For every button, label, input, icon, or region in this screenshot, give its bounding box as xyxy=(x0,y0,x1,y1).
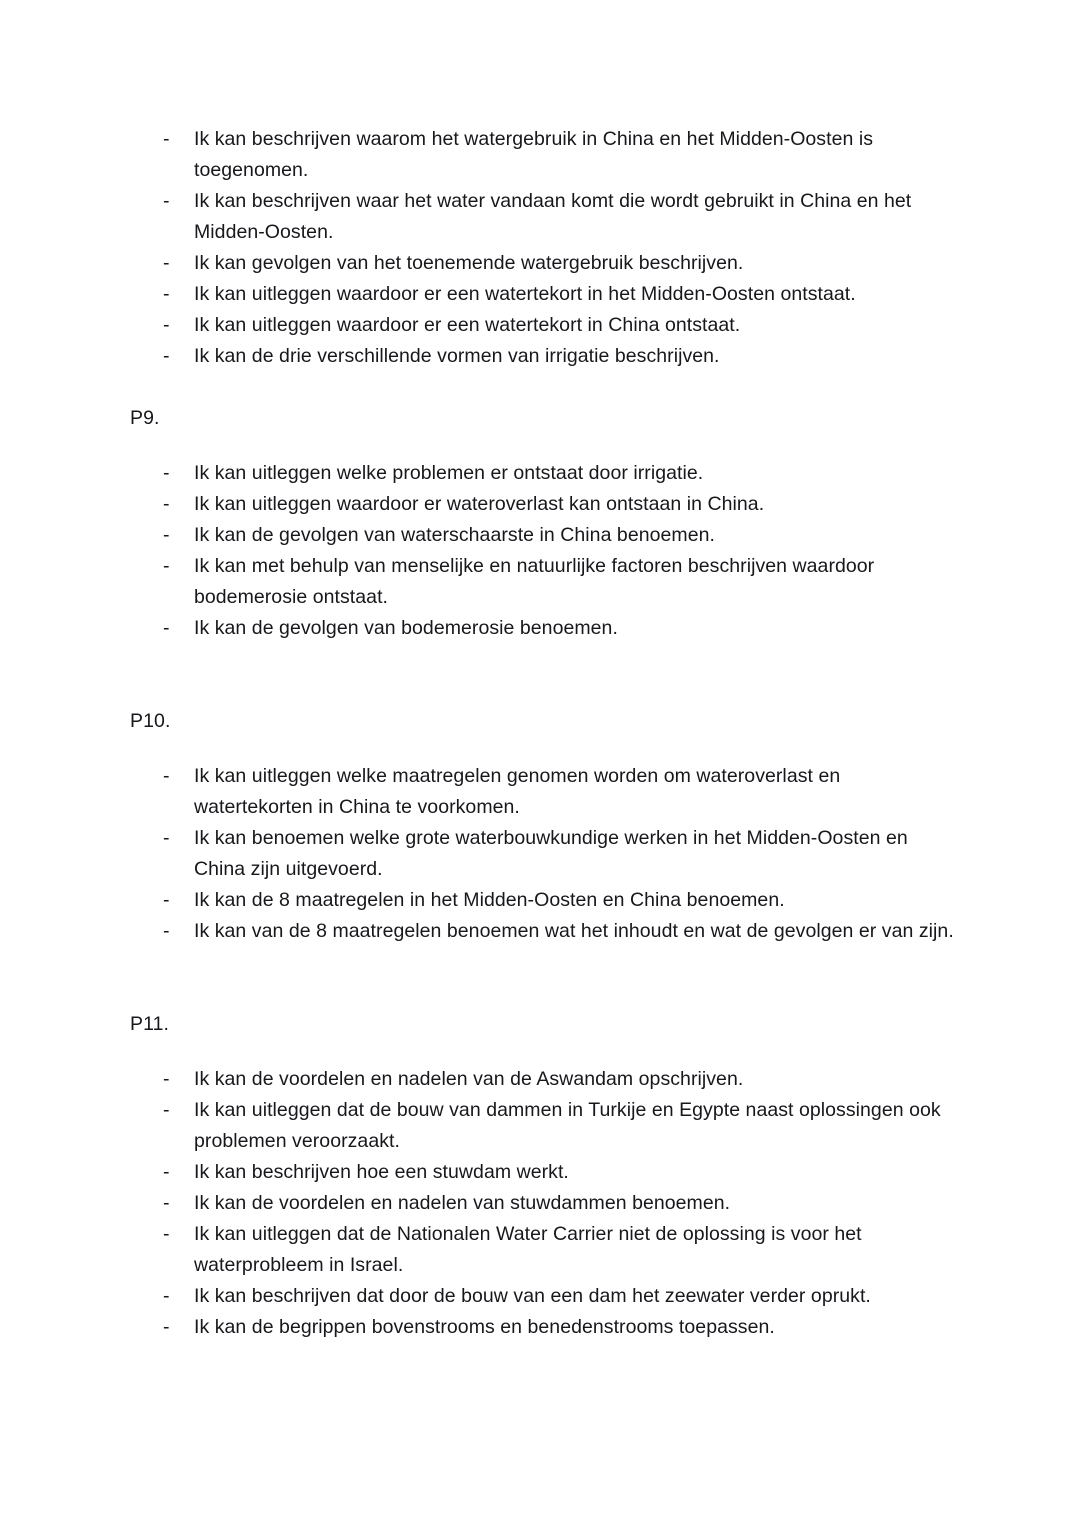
bullet-dash-icon: - xyxy=(163,462,170,484)
goal-list-p10 xyxy=(130,761,960,947)
list-item xyxy=(130,613,960,644)
list-item xyxy=(130,551,960,613)
bullet-dash-icon: - xyxy=(163,889,170,911)
list-item xyxy=(130,186,960,248)
bullet-dash-icon: - xyxy=(163,128,170,150)
bullet-dash-icon: - xyxy=(163,524,170,546)
list-item xyxy=(130,1219,960,1281)
goal-list-p9 xyxy=(130,458,960,644)
list-item-text: Ik kan uitleggen waardoor er wateroverlast kan ontstaan in China. xyxy=(194,493,765,515)
list-item-text: Ik kan benoemen welke grote waterbouwkundige werken in het Midden-Oosten en China zijn uitgevoerd. xyxy=(194,827,908,880)
list-item-text: Ik kan uitleggen dat de bouw van dammen in Turkije en Egypte naast oplossingen ook problemen veroorzaakt. xyxy=(194,1099,941,1152)
list-item-text: Ik kan beschrijven dat door de bouw van een dam het zeewater verder oprukt. xyxy=(194,1285,871,1307)
list-item-text: Ik kan van de 8 maatregelen benoemen wat het inhoudt en wat de gevolgen er van zijn. xyxy=(194,920,954,942)
list-item-text: Ik kan de voordelen en nadelen van stuwdammen benoemen. xyxy=(194,1192,731,1214)
list-item-text: Ik kan de gevolgen van bodemerosie benoemen. xyxy=(194,617,618,639)
bullet-dash-icon: - xyxy=(163,555,170,577)
list-item xyxy=(130,489,960,520)
heading-spacer xyxy=(130,434,960,458)
list-item xyxy=(130,885,960,916)
goal-list-intro xyxy=(130,124,960,372)
list-item-text: Ik kan beschrijven hoe een stuwdam werkt. xyxy=(194,1161,569,1183)
list-item-text: Ik kan de 8 maatregelen in het Midden-Oosten en China benoemen. xyxy=(194,889,785,911)
bullet-dash-icon: - xyxy=(163,345,170,367)
list-item xyxy=(130,1157,960,1188)
list-item xyxy=(130,279,960,310)
section-heading-p9: P9. xyxy=(130,407,160,429)
list-item xyxy=(130,761,960,823)
list-item-text: Ik kan uitleggen welke problemen er ontstaat door irrigatie. xyxy=(194,462,704,484)
bullet-dash-icon: - xyxy=(163,190,170,212)
bullet-dash-icon: - xyxy=(163,617,170,639)
bullet-dash-icon: - xyxy=(163,252,170,274)
list-item xyxy=(130,1312,960,1343)
list-item xyxy=(130,823,960,885)
bullet-dash-icon: - xyxy=(163,1285,170,1307)
list-item-text: Ik kan de voordelen en nadelen van de Aswandam opschrijven. xyxy=(194,1068,744,1090)
bullet-dash-icon: - xyxy=(163,1161,170,1183)
bullet-dash-icon: - xyxy=(163,1316,170,1338)
list-item xyxy=(130,1095,960,1157)
bullet-dash-icon: - xyxy=(163,283,170,305)
list-item-text: Ik kan uitleggen waardoor er een watertekort in China ontstaat. xyxy=(194,314,741,336)
goal-list-p11 xyxy=(130,1064,960,1343)
list-item-text: Ik kan uitleggen dat de Nationalen Water Carrier niet de oplossing is voor het waterprobleem in Israel. xyxy=(194,1223,862,1276)
section-heading-p10: P10. xyxy=(130,710,171,732)
bullet-dash-icon: - xyxy=(163,1192,170,1214)
list-item xyxy=(130,1188,960,1219)
list-item-text: Ik kan uitleggen waardoor er een watertekort in het Midden-Oosten ontstaat. xyxy=(194,283,856,305)
list-item xyxy=(130,458,960,489)
list-item xyxy=(130,310,960,341)
list-item xyxy=(130,124,960,186)
section-spacer xyxy=(130,947,960,1009)
section-heading-p11: P11. xyxy=(130,1013,170,1035)
bullet-dash-icon: - xyxy=(163,314,170,336)
bullet-dash-icon: - xyxy=(163,765,170,787)
heading-spacer xyxy=(130,737,960,761)
document-body xyxy=(130,124,960,1343)
bullet-dash-icon: - xyxy=(163,493,170,515)
list-item xyxy=(130,1064,960,1095)
list-item-text: Ik kan met behulp van menselijke en natuurlijke factoren beschrijven waardoor bodemerosie ontstaat. xyxy=(194,555,875,608)
heading-spacer xyxy=(130,1040,960,1064)
list-item-text: Ik kan gevolgen van het toenemende watergebruik beschrijven. xyxy=(194,252,744,274)
section-spacer xyxy=(130,644,960,706)
bullet-dash-icon: - xyxy=(163,920,170,942)
list-item xyxy=(130,520,960,551)
list-item xyxy=(130,248,960,279)
list-item-text: Ik kan de drie verschillende vormen van irrigatie beschrijven. xyxy=(194,345,720,367)
list-item xyxy=(130,1281,960,1312)
bullet-dash-icon: - xyxy=(163,1099,170,1121)
list-item xyxy=(130,341,960,372)
list-item-text: Ik kan de gevolgen van waterschaarste in China benoemen. xyxy=(194,524,715,546)
list-item-text: Ik kan beschrijven waarom het watergebruik in China en het Midden-Oosten is toegenomen. xyxy=(194,128,874,181)
bullet-dash-icon: - xyxy=(163,1068,170,1090)
list-item-text: Ik kan de begrippen bovenstrooms en benedenstrooms toepassen. xyxy=(194,1316,775,1338)
bullet-dash-icon: - xyxy=(163,1223,170,1245)
bullet-dash-icon: - xyxy=(163,827,170,849)
list-item-text: Ik kan uitleggen welke maatregelen genomen worden om wateroverlast en watertekorten in China te voorkomen. xyxy=(194,765,841,818)
section-spacer xyxy=(130,372,960,403)
list-item-text: Ik kan beschrijven waar het water vandaan komt die wordt gebruikt in China en het Midden-Oosten. xyxy=(194,190,912,243)
list-item xyxy=(130,916,960,947)
